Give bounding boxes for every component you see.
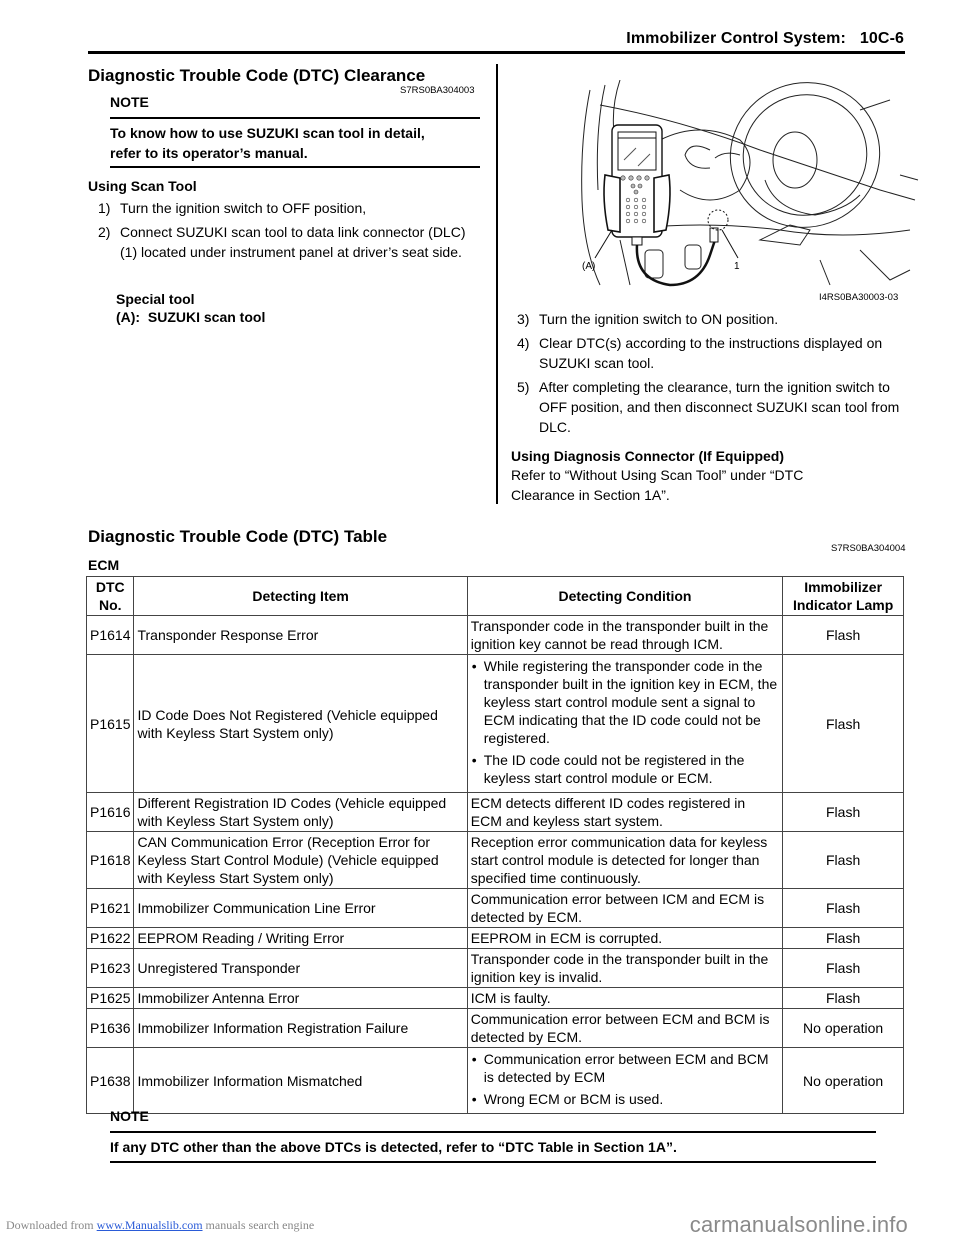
header-rule bbox=[88, 51, 905, 54]
step-number: 2) bbox=[98, 224, 111, 240]
table-row bbox=[87, 1009, 904, 1048]
detecting-item: Immobilizer Antenna Error bbox=[134, 988, 467, 1009]
page-number: 10C-6 bbox=[859, 30, 904, 47]
table-header-row bbox=[87, 577, 904, 616]
detecting-item: Different Registration ID Codes (Vehicle equipped with Keyless Start System only) bbox=[134, 793, 467, 832]
detecting-condition: Transponder code in the transponder built in the ignition key is invalid. bbox=[467, 949, 783, 988]
watermark: carmanualsonline.info bbox=[689, 1212, 908, 1237]
step-number: 1) bbox=[98, 200, 111, 216]
step-number: 5) bbox=[517, 379, 530, 395]
section-title: Immobilizer Control System: bbox=[626, 30, 846, 47]
table-row bbox=[87, 616, 904, 655]
dtc-code: P1618 bbox=[87, 832, 134, 889]
indicator-lamp: Flash bbox=[783, 616, 904, 655]
dtc-table-code: S7RS0BA304004 bbox=[831, 543, 906, 554]
condition-bullet: • The ID code could not be registered in the keyless start control module or ECM. bbox=[471, 751, 780, 787]
bottom-note-top-rule bbox=[110, 1131, 876, 1133]
dtc-table-title: Diagnostic Trouble Code (DTC) Table bbox=[88, 527, 388, 546]
detecting-item: Immobilizer Information Mismatched bbox=[134, 1048, 467, 1114]
col-header-detecting-item: Detecting Item bbox=[134, 577, 467, 616]
dtc-code: P1638 bbox=[87, 1048, 134, 1114]
condition-bullet: • Wrong ECM or BCM is used. bbox=[471, 1090, 780, 1108]
special-tool-label: Special tool bbox=[116, 291, 195, 307]
detecting-condition: Transponder code in the transponder built in the ignition key cannot be read through ICM. bbox=[467, 616, 783, 655]
step-item bbox=[513, 333, 905, 373]
step-text: Turn the ignition switch to ON position. bbox=[539, 311, 779, 327]
detecting-condition: Communication error between ECM and BCM is detected by ECM. bbox=[467, 1009, 783, 1048]
dtc-code: P1623 bbox=[87, 949, 134, 988]
step-text: Turn the ignition switch to OFF position, bbox=[120, 200, 367, 216]
condition-bullet: • While registering the transponder code in the transponder built in the ignition key in ECM, the keyless start control module sent a signal to ECM indicating that the ID code could not be registered. bbox=[471, 657, 780, 747]
dtc-code: P1625 bbox=[87, 988, 134, 1009]
indicator-lamp: Flash bbox=[783, 655, 904, 793]
table-row bbox=[87, 949, 904, 988]
special-tool-item: (A): SUZUKI scan tool bbox=[116, 309, 266, 325]
detecting-condition bbox=[467, 1048, 783, 1114]
table-row bbox=[87, 889, 904, 928]
indicator-lamp: Flash bbox=[783, 928, 904, 949]
detecting-item: Transponder Response Error bbox=[134, 616, 467, 655]
note-top-rule bbox=[110, 117, 480, 119]
indicator-lamp: No operation bbox=[783, 1048, 904, 1114]
bottom-note-label: NOTE bbox=[110, 1108, 149, 1124]
detecting-item: Unregistered Transponder bbox=[134, 949, 467, 988]
table-row bbox=[87, 793, 904, 832]
detecting-condition: Reception error communication data for keyless start control module is detected for longer than specified time continuously. bbox=[467, 832, 783, 889]
detecting-condition: ICM is faulty. bbox=[467, 988, 783, 1009]
step-item bbox=[94, 198, 486, 218]
dtc-table bbox=[86, 576, 904, 1114]
detecting-condition bbox=[467, 655, 783, 793]
step-number: 4) bbox=[517, 335, 530, 351]
detecting-item: ID Code Does Not Registered (Vehicle equipped with Keyless Start System only) bbox=[134, 655, 467, 793]
detecting-condition: Communication error between ICM and ECM is detected by ECM. bbox=[467, 889, 783, 928]
bottom-note-bottom-rule bbox=[110, 1161, 876, 1163]
bottom-note-text: If any DTC other than the above DTCs is detected, refer to “DTC Table in Section 1A”. bbox=[110, 1139, 677, 1155]
detecting-condition: ECM detects different ID codes registered in ECM and keyless start system. bbox=[467, 793, 783, 832]
diag-connector-heading: Using Diagnosis Connector (If Equipped) bbox=[511, 448, 784, 464]
dtc-code: P1621 bbox=[87, 889, 134, 928]
page-header bbox=[626, 30, 904, 48]
footer-suffix: manuals search engine bbox=[205, 1218, 315, 1232]
note-bottom-rule bbox=[110, 166, 480, 168]
figure-label-a: (A) bbox=[582, 261, 596, 272]
table-row bbox=[87, 832, 904, 889]
clearance-code: S7RS0BA304003 bbox=[400, 85, 475, 96]
table-row bbox=[87, 928, 904, 949]
dtc-code: P1622 bbox=[87, 928, 134, 949]
ecm-subheading: ECM bbox=[88, 557, 120, 573]
scan-tool-heading: Using Scan Tool bbox=[88, 178, 197, 194]
detecting-condition: EEPROM in ECM is corrupted. bbox=[467, 928, 783, 949]
steps-right bbox=[513, 309, 905, 441]
diag-connector-text: Refer to “Without Using Scan Tool” under “DTC Clearance in Section 1A”. bbox=[511, 467, 804, 503]
detecting-item: Immobilizer Information Registration Failure bbox=[134, 1009, 467, 1048]
indicator-lamp: Flash bbox=[783, 988, 904, 1009]
table-row bbox=[87, 1048, 904, 1114]
dtc-code: P1616 bbox=[87, 793, 134, 832]
note-label: NOTE bbox=[110, 94, 149, 110]
download-footer bbox=[6, 1218, 314, 1233]
steps-left bbox=[94, 198, 486, 266]
figure-label-1: 1 bbox=[734, 261, 740, 272]
indicator-lamp: No operation bbox=[783, 1009, 904, 1048]
detecting-item: Immobilizer Communication Line Error bbox=[134, 889, 467, 928]
step-text: After completing the clearance, turn the ignition switch to OFF position, and then disconnect SUZUKI scan tool from DLC. bbox=[539, 379, 900, 435]
scan-tool-illustration bbox=[560, 80, 920, 290]
step-number: 3) bbox=[517, 311, 530, 327]
step-text: Clear DTC(s) according to the instructions displayed on SUZUKI scan tool. bbox=[539, 335, 883, 371]
footer-prefix: Downloaded from bbox=[6, 1218, 94, 1232]
dtc-code: P1614 bbox=[87, 616, 134, 655]
detecting-item: EEPROM Reading / Writing Error bbox=[134, 928, 467, 949]
step-item bbox=[94, 222, 486, 262]
detecting-item: CAN Communication Error (Reception Error for Keyless Start Control Module) (Vehicle equipped with Keyless Start System only) bbox=[134, 832, 467, 889]
col-header-dtc-no: DTC No. bbox=[87, 577, 134, 616]
table-row bbox=[87, 655, 904, 793]
step-item bbox=[513, 377, 905, 437]
dtc-code: P1636 bbox=[87, 1009, 134, 1048]
indicator-lamp: Flash bbox=[783, 832, 904, 889]
indicator-lamp: Flash bbox=[783, 949, 904, 988]
manualslib-link[interactable]: www.Manualslib.com bbox=[96, 1218, 203, 1232]
step-text: Connect SUZUKI scan tool to data link connector (DLC) (1) located under instrument panel at driver’s seat side. bbox=[120, 224, 466, 260]
figure-code: I4RS0BA30003-03 bbox=[819, 292, 899, 303]
note-text: To know how to use SUZUKI scan tool in detail, refer to its operator’s manual. bbox=[110, 125, 425, 161]
step-item bbox=[513, 309, 905, 329]
condition-bullet: • Communication error between ECM and BCM is detected by ECM bbox=[471, 1050, 780, 1086]
indicator-lamp: Flash bbox=[783, 793, 904, 832]
clearance-title: Diagnostic Trouble Code (DTC) Clearance bbox=[88, 66, 426, 85]
column-divider bbox=[496, 64, 498, 504]
dtc-code: P1615 bbox=[87, 655, 134, 793]
table-row bbox=[87, 988, 904, 1009]
col-header-indicator-lamp: Immobilizer Indicator Lamp bbox=[783, 577, 904, 616]
col-header-detecting-condition: Detecting Condition bbox=[467, 577, 783, 616]
indicator-lamp: Flash bbox=[783, 889, 904, 928]
